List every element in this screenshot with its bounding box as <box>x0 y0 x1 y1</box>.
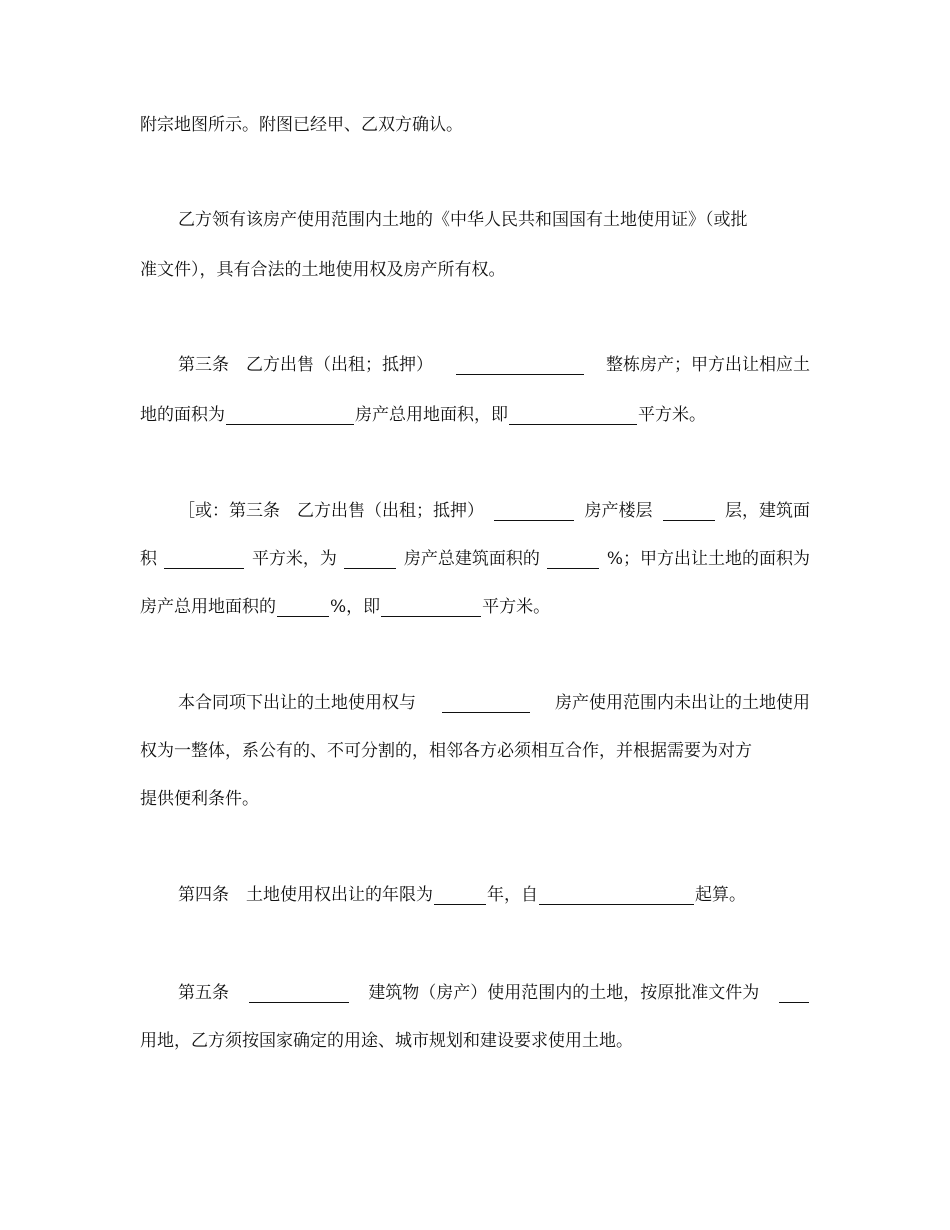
blank-field[interactable] <box>779 983 809 1003</box>
alt-article-3-line-1 <box>178 496 810 526</box>
blank-field[interactable] <box>249 983 349 1003</box>
alt-article-3-line-2 <box>140 544 810 574</box>
paragraph-2-line-2 <box>140 255 810 285</box>
blank-field[interactable] <box>277 597 329 617</box>
text: 房产总用地面积，即 <box>355 405 508 425</box>
text: 第五条 <box>178 983 229 1003</box>
blank-field[interactable] <box>539 885 694 905</box>
article-4-line-1 <box>178 880 810 910</box>
paragraph-5-line-2 <box>140 736 810 766</box>
text: 平方米，为 <box>251 549 337 569</box>
paragraph-2-line-1 <box>178 205 810 235</box>
text: %，即 <box>330 597 381 617</box>
text: 本合同项下出让的土地使用权与 <box>178 693 416 713</box>
text: 建筑物（房产）使用范围内的土地，按原批准文件为 <box>368 983 760 1003</box>
text: 积 <box>140 549 157 569</box>
blank-field[interactable] <box>381 597 481 617</box>
text: 平方米。 <box>638 405 706 425</box>
text: 整栋房产；甲方出让相应土 <box>606 355 810 375</box>
text: 乙方领有该房产使用范围内土地的《中华人民共和国国有土地使用证》（或批 <box>178 210 748 230</box>
text: 提供便利条件。 <box>140 789 259 809</box>
paragraph-1-line-1 <box>140 110 810 140</box>
paragraph-5-line-1 <box>178 688 810 718</box>
blank-field[interactable] <box>442 693 530 713</box>
blank-field[interactable] <box>663 501 715 521</box>
text: 第三条 乙方出售（出租；抵押） <box>178 355 433 375</box>
blank-field[interactable] <box>226 405 354 425</box>
article-3-line-1 <box>178 350 810 380</box>
article-5-line-2 <box>140 1026 810 1056</box>
article-3-line-2 <box>140 400 810 430</box>
text: 平方米。 <box>482 597 551 617</box>
article-5-line-1 <box>178 978 810 1008</box>
text: 房产使用范围内未出让的土地使用 <box>555 693 810 713</box>
text: 层，建筑面 <box>725 501 810 521</box>
blank-field[interactable] <box>509 405 637 425</box>
text: ［或：第三条 乙方出售（出租；抵押） <box>178 501 484 521</box>
blank-field[interactable] <box>434 885 486 905</box>
text: 房产总用地面积的 <box>140 597 276 617</box>
text: 起算。 <box>695 885 746 905</box>
alt-article-3-line-3 <box>140 592 810 622</box>
text: 房产总建筑面积的 <box>403 549 540 569</box>
blank-field[interactable] <box>547 549 599 569</box>
blank-field[interactable] <box>164 549 244 569</box>
text: 地的面积为 <box>140 405 225 425</box>
text: 用地，乙方须按国家确定的用途、城市规划和建设要求使用土地。 <box>140 1031 633 1051</box>
text: 房产楼层 <box>584 501 653 521</box>
text: 附宗地图所示。附图已经甲、乙双方确认。 <box>140 115 463 135</box>
blank-field[interactable] <box>456 355 584 375</box>
blank-field[interactable] <box>344 549 396 569</box>
blank-field[interactable] <box>494 501 574 521</box>
text: 第四条 土地使用权出让的年限为 <box>178 885 433 905</box>
text: %；甲方出让土地的面积为 <box>606 549 810 569</box>
text: 准文件），具有合法的土地使用权及房产所有权。 <box>140 260 506 280</box>
text: 年，自 <box>487 885 538 905</box>
text: 权为一整体，系公有的、不可分割的，相邻各方必须相互合作，并根据需要为对方 <box>140 741 752 761</box>
paragraph-5-line-3 <box>140 784 810 814</box>
